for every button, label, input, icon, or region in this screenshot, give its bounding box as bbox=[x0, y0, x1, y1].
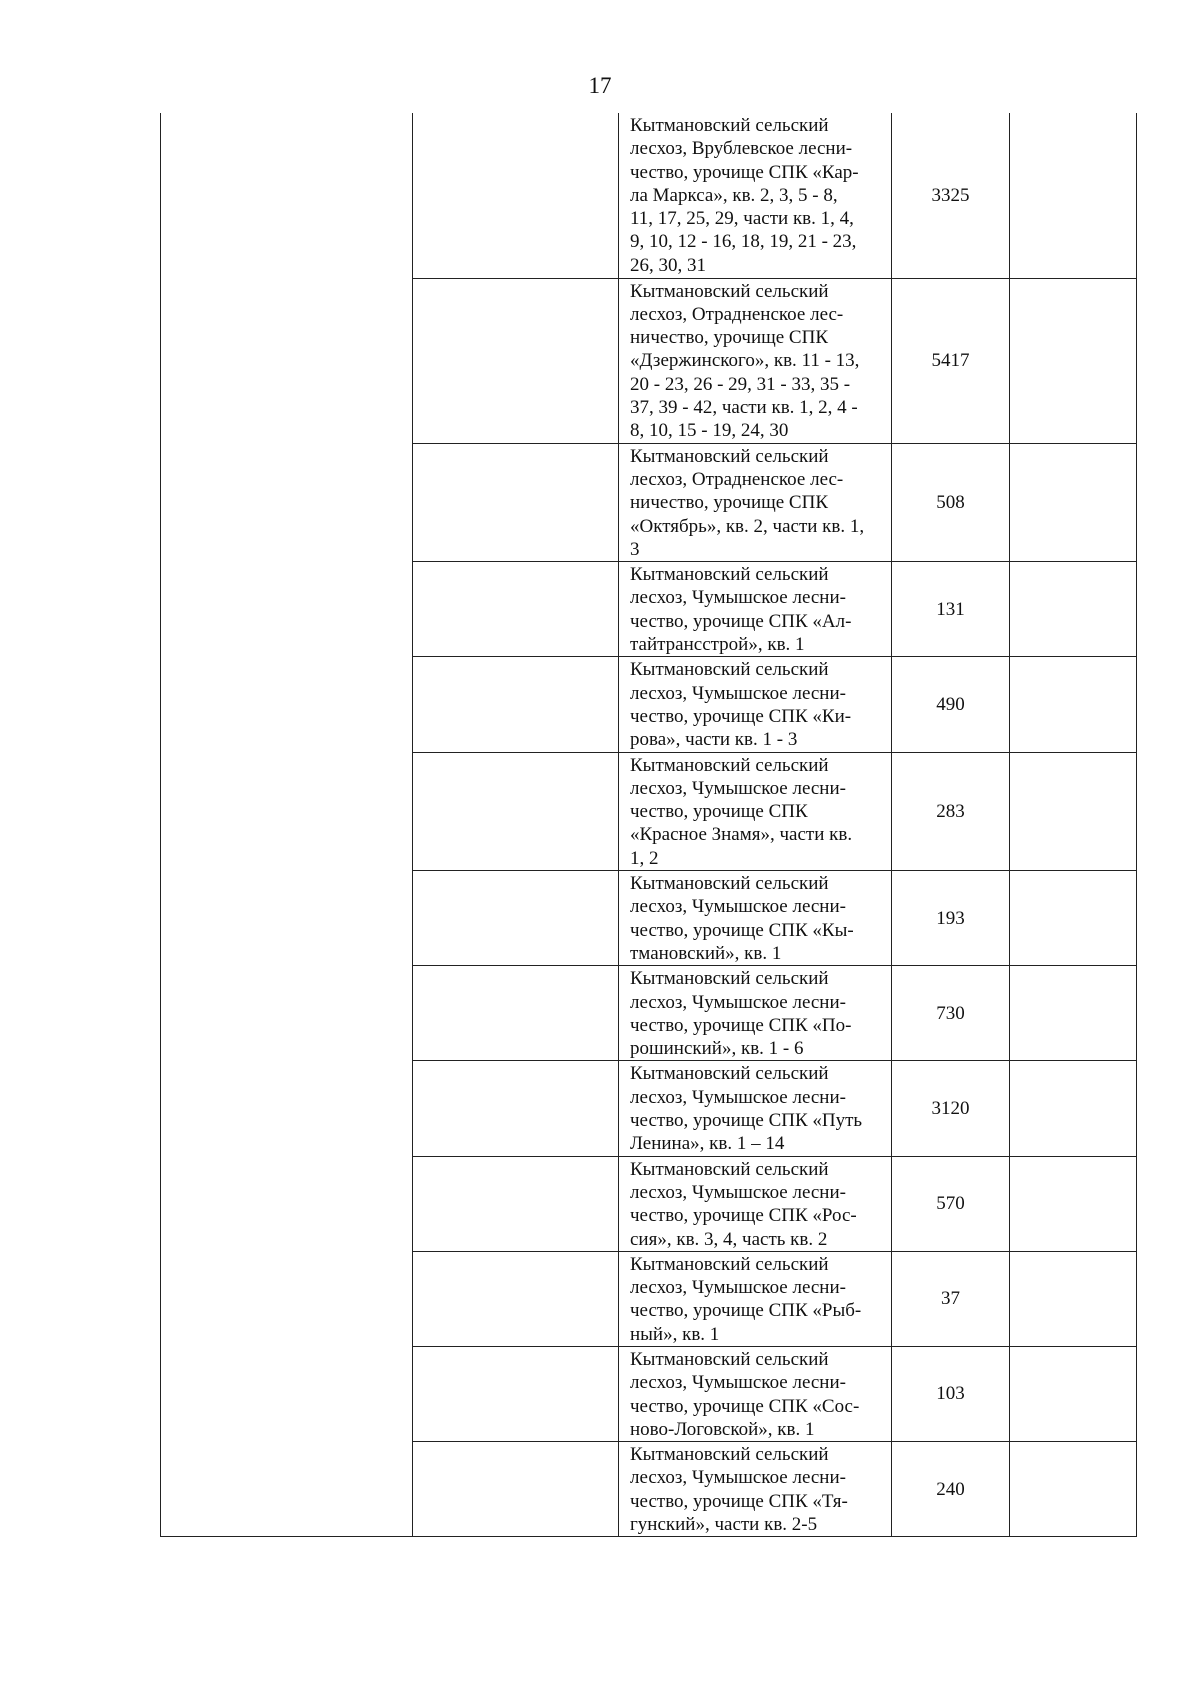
location-description-cell bbox=[619, 278, 892, 443]
area-value-cell: 490 bbox=[892, 657, 1010, 752]
empty-cell-col1 bbox=[161, 113, 413, 1537]
area-value-cell: 5417 bbox=[892, 278, 1010, 443]
empty-cell-col2 bbox=[413, 562, 619, 657]
description-line: чество, урочище СПК bbox=[630, 801, 808, 823]
location-description-cell bbox=[619, 443, 892, 562]
description-line: лесхоз, Чумышское лесни- bbox=[630, 587, 846, 609]
description-line: чество, урочище СПК «Рыб- bbox=[630, 1300, 862, 1322]
description-line: Кытмановский сельский bbox=[630, 754, 829, 776]
empty-cell-col5 bbox=[1010, 113, 1137, 278]
description-line: 3 bbox=[630, 538, 640, 560]
empty-cell-col2 bbox=[413, 1347, 619, 1442]
description-line: Кытмановский сельский bbox=[630, 1444, 829, 1466]
area-value-cell: 730 bbox=[892, 966, 1010, 1061]
description-line: рошинский», кв. 1 - 6 bbox=[630, 1038, 804, 1060]
description-line: лесхоз, Чумышское лесни- bbox=[630, 1467, 846, 1489]
description-line: 26, 30, 31 bbox=[630, 254, 706, 276]
description-line: чество, урочище СПК «Ки- bbox=[630, 705, 852, 727]
description-line: «Красное Знамя», части кв. bbox=[630, 824, 853, 846]
description-line: Кытмановский сельский bbox=[630, 873, 829, 895]
forest-area-table bbox=[160, 113, 1137, 1537]
description-line: ла Маркса», кв. 2, 3, 5 - 8, bbox=[630, 184, 838, 206]
area-value-cell: 240 bbox=[892, 1442, 1010, 1537]
empty-cell-col2 bbox=[413, 1442, 619, 1537]
description-line: Кытмановский сельский bbox=[630, 1253, 829, 1275]
description-line: 20 - 23, 26 - 29, 31 - 33, 35 - bbox=[630, 373, 851, 395]
area-value-cell: 193 bbox=[892, 871, 1010, 966]
empty-cell-col5 bbox=[1010, 562, 1137, 657]
description-line: Ленина», кв. 1 – 14 bbox=[630, 1133, 785, 1155]
description-line: ничество, урочище СПК bbox=[630, 492, 828, 514]
description-line: 11, 17, 25, 29, части кв. 1, 4, bbox=[630, 208, 854, 230]
area-value-cell: 570 bbox=[892, 1156, 1010, 1251]
description-line: 1, 2 bbox=[630, 847, 659, 869]
area-value-cell: 131 bbox=[892, 562, 1010, 657]
empty-cell-col2 bbox=[413, 871, 619, 966]
description-line: тмановский», кв. 1 bbox=[630, 942, 782, 964]
empty-cell-col2 bbox=[413, 278, 619, 443]
empty-cell-col5 bbox=[1010, 443, 1137, 562]
location-description-cell bbox=[619, 1061, 892, 1156]
location-description-cell bbox=[619, 966, 892, 1061]
empty-cell-col2 bbox=[413, 657, 619, 752]
description-line: лесхоз, Чумышское лесни- bbox=[630, 777, 846, 799]
description-line: чество, урочище СПК «Сос- bbox=[630, 1395, 860, 1417]
description-line: Кытмановский сельский bbox=[630, 659, 829, 681]
description-line: чество, урочище СПК «Кар- bbox=[630, 161, 859, 183]
description-line: «Октябрь», кв. 2, части кв. 1, bbox=[630, 515, 865, 537]
empty-cell-col2 bbox=[413, 752, 619, 871]
description-line: «Дзержинского», кв. 11 - 13, bbox=[630, 350, 860, 372]
empty-cell-col2 bbox=[413, 966, 619, 1061]
description-line: лесхоз, Чумышское лесни- bbox=[630, 1086, 846, 1108]
location-description-cell bbox=[619, 1156, 892, 1251]
description-line: лесхоз, Врублевское лесни- bbox=[630, 138, 853, 160]
location-description-cell bbox=[619, 113, 892, 278]
location-description-cell bbox=[619, 871, 892, 966]
description-line: лесхоз, Чумышское лесни- bbox=[630, 682, 846, 704]
empty-cell-col5 bbox=[1010, 1156, 1137, 1251]
description-line: ный», кв. 1 bbox=[630, 1323, 720, 1345]
empty-cell-col2 bbox=[413, 1156, 619, 1251]
empty-cell-col2 bbox=[413, 443, 619, 562]
empty-cell-col5 bbox=[1010, 657, 1137, 752]
description-line: лесхоз, Отрадненское лес- bbox=[630, 303, 844, 325]
description-line: Кытмановский сельский bbox=[630, 115, 829, 136]
description-line: ничество, урочище СПК bbox=[630, 327, 828, 349]
location-description-cell bbox=[619, 657, 892, 752]
description-line: 8, 10, 15 - 19, 24, 30 bbox=[630, 420, 789, 442]
empty-cell-col2 bbox=[413, 1251, 619, 1346]
description-line: чество, урочище СПК «По- bbox=[630, 1014, 852, 1036]
description-line: чество, урочище СПК «Тя- bbox=[630, 1490, 848, 1512]
table-body bbox=[161, 113, 1137, 1537]
empty-cell-col5 bbox=[1010, 278, 1137, 443]
empty-cell-col5 bbox=[1010, 1251, 1137, 1346]
page-number: 17 bbox=[588, 73, 612, 98]
empty-cell-col5 bbox=[1010, 1442, 1137, 1537]
description-line: чество, урочище СПК «Ал- bbox=[630, 610, 852, 632]
description-line: рова», части кв. 1 - 3 bbox=[630, 729, 798, 751]
location-description-cell bbox=[619, 562, 892, 657]
description-line: лесхоз, Отрадненское лес- bbox=[630, 468, 844, 490]
description-line: лесхоз, Чумышское лесни- bbox=[630, 1372, 846, 1394]
description-line: сия», кв. 3, 4, часть кв. 2 bbox=[630, 1228, 828, 1250]
description-line: Кытмановский сельский bbox=[630, 1349, 829, 1370]
description-line: гунский», части кв. 2-5 bbox=[630, 1514, 818, 1536]
description-line: лесхоз, Чумышское лесни- bbox=[630, 1277, 846, 1299]
empty-cell-col5 bbox=[1010, 1061, 1137, 1156]
table-row bbox=[161, 113, 1137, 278]
description-line: Кытмановский сельский bbox=[630, 445, 829, 467]
description-line: Кытмановский сельский bbox=[630, 1063, 829, 1085]
area-value-cell: 508 bbox=[892, 443, 1010, 562]
location-description-cell bbox=[619, 752, 892, 871]
empty-cell-col5 bbox=[1010, 966, 1137, 1061]
description-line: лесхоз, Чумышское лесни- bbox=[630, 1181, 846, 1203]
area-value-cell: 283 bbox=[892, 752, 1010, 871]
description-line: 37, 39 - 42, части кв. 1, 2, 4 - bbox=[630, 397, 858, 419]
description-line: лесхоз, Чумышское лесни- bbox=[630, 896, 846, 918]
location-description-cell bbox=[619, 1347, 892, 1442]
description-line: чество, урочище СПК «Путь bbox=[630, 1110, 863, 1132]
description-line: Кытмановский сельский bbox=[630, 968, 829, 990]
location-description-cell bbox=[619, 1251, 892, 1346]
description-line: 9, 10, 12 - 16, 18, 19, 21 - 23, bbox=[630, 231, 857, 253]
area-value-cell: 3325 bbox=[892, 113, 1010, 278]
description-line: ново-Логовской», кв. 1 bbox=[630, 1418, 815, 1440]
description-line: тайтрансстрой», кв. 1 bbox=[630, 634, 805, 656]
description-line: Кытмановский сельский bbox=[630, 564, 829, 586]
area-value-cell: 37 bbox=[892, 1251, 1010, 1346]
empty-cell-col2 bbox=[413, 1061, 619, 1156]
empty-cell-col5 bbox=[1010, 1347, 1137, 1442]
description-line: Кытмановский сельский bbox=[630, 280, 829, 302]
location-description-cell bbox=[619, 1442, 892, 1537]
area-value-cell: 3120 bbox=[892, 1061, 1010, 1156]
area-value-cell: 103 bbox=[892, 1347, 1010, 1442]
empty-cell-col2 bbox=[413, 113, 619, 278]
empty-cell-col5 bbox=[1010, 752, 1137, 871]
description-line: лесхоз, Чумышское лесни- bbox=[630, 991, 846, 1013]
description-line: чество, урочище СПК «Кы- bbox=[630, 919, 854, 941]
empty-cell-col5 bbox=[1010, 871, 1137, 966]
description-line: чество, урочище СПК «Рос- bbox=[630, 1205, 857, 1227]
description-line: Кытмановский сельский bbox=[630, 1158, 829, 1180]
